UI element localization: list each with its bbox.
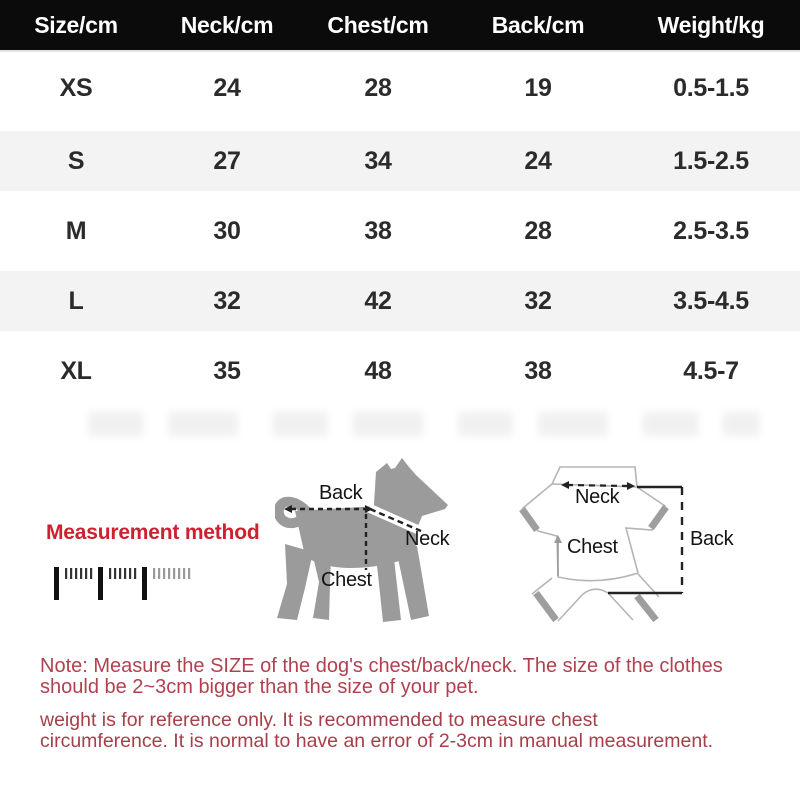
chest-cell: 34 [302,126,454,196]
weight-cell: 3.5-4.5 [622,266,800,336]
note-weight-advice [40,710,713,752]
header-cell-neck: Neck/cm [152,0,302,50]
garment-back-label: Back [690,528,734,550]
weight-cell: 2.5-3.5 [673,216,749,245]
note-size-advice [40,656,723,698]
weight-cell: 1.5-2.5 [622,126,800,196]
back-cell: 19 [524,73,552,102]
garment-neck-label: Neck [575,486,620,508]
note-line: weight is for reference only. It is recommended to measure chest [40,709,598,731]
garment-chest-label: Chest [567,536,618,558]
dog-neck-label: Neck [405,528,450,550]
note-line: circumference. It is normal to have an error of 2-3cm in manual measurement. [40,730,714,752]
chest-cell: 28 [364,73,392,102]
weight-cell: 4.5-7 [683,356,739,385]
dog-chest-label: Chest [321,569,372,591]
ruler-icon [52,567,200,601]
header-cell-weight: Weight/kg [622,0,800,50]
back-cell: 38 [524,356,552,385]
back-cell: 32 [454,266,622,336]
note-line: should be 2~3cm bigger than the size of your pet. [40,676,479,698]
chest-cell: 48 [364,356,392,385]
size-cell: L [0,266,152,336]
back-cell: 24 [454,126,622,196]
chest-cell: 42 [302,266,454,336]
ghost-watermark [88,412,760,436]
weight-cell: 0.5-1.5 [673,73,749,102]
chest-cell: 38 [364,216,392,245]
header-cell-back: Back/cm [454,0,622,50]
size-cell: S [0,126,152,196]
measurement-method-title: Measurement method [46,521,260,544]
back-cell: 28 [524,216,552,245]
neck-cell: 30 [213,216,241,245]
neck-cell: 35 [213,356,241,385]
header-cell-size: Size/cm [0,0,152,50]
size-cell: M [65,216,87,245]
note-line: Note: Measure the SIZE of the dog's chest/back/neck. The size of the clothes [40,655,723,677]
header-cell-chest: Chest/cm [302,0,454,50]
neck-cell: 32 [152,266,302,336]
neck-cell: 24 [213,73,241,102]
neck-cell: 27 [152,126,302,196]
size-cell: XL [60,356,92,385]
size-cell: XS [59,73,93,102]
dog-back-label: Back [319,482,363,504]
